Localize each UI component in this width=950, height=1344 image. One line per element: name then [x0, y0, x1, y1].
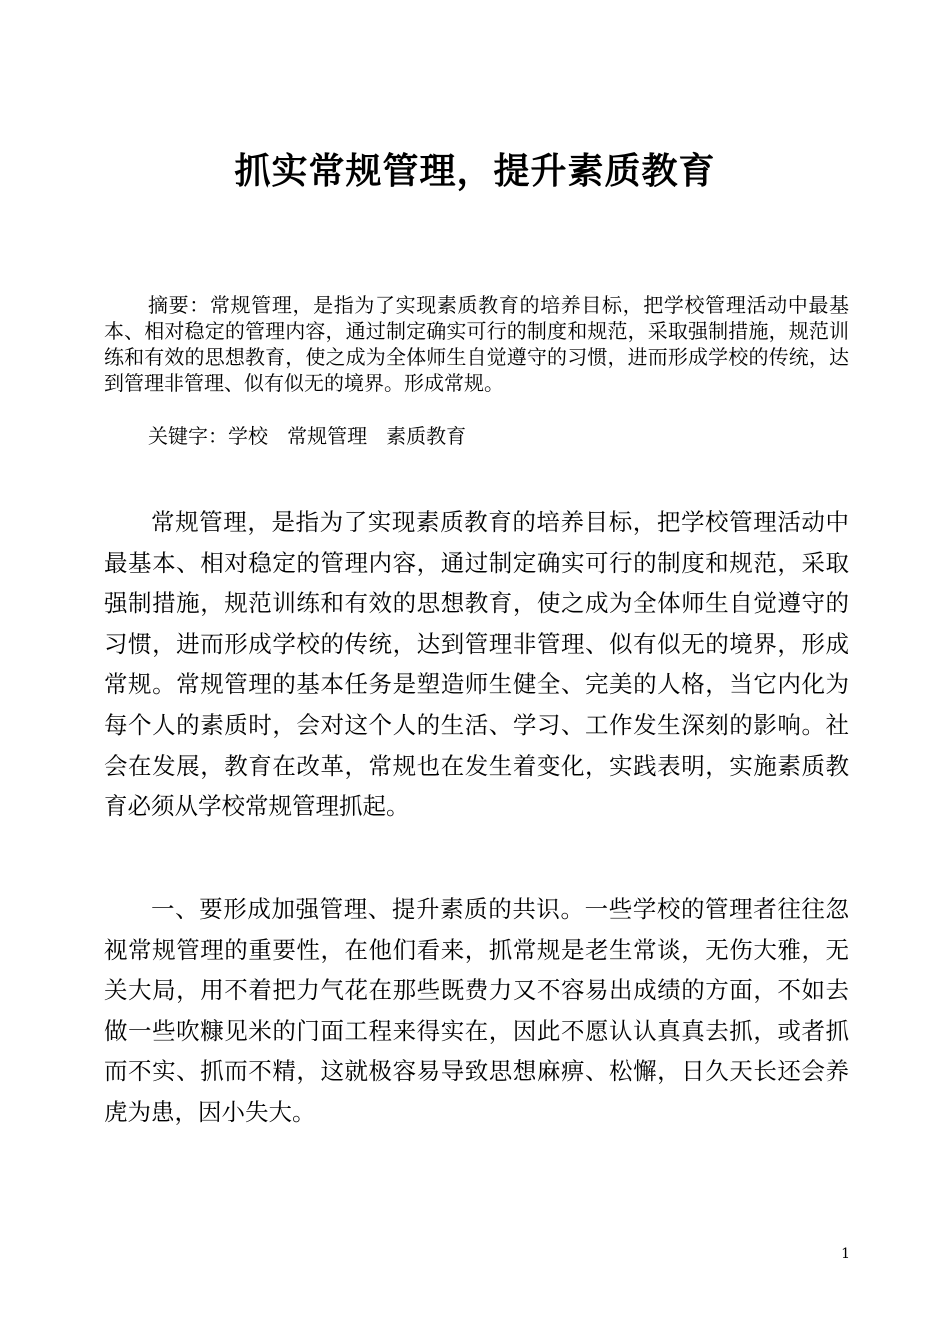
body-paragraph: 常规管理，是指为了实现素质教育的培养目标，把学校管理活动中最基本、相对稳定的管理内容，通过制定确实可行的制度和规范，采取强制措施，规范训练和有效的思想教育，使之成为全体师生自觉遵守的习惯，进而形成学校的传统，达到管理非管理、似有似无的境界，形成常规。常规管理的基本任务是塑造师生健全、完美的人格，当它内化为每个人的素质时，会对这个人的生活、学习、工作发生深刻的影响。社会在发展，教育在改革，常规也在发生着变化，实践表明，实施素质教育必须从学校常规管理抓起。	[104, 508, 849, 821]
abstract-paragraph: 摘要：常规管理，是指为了实现素质教育的培养目标，把学校管理活动中最基本、相对稳定的管理内容，通过制定确实可行的制度和规范，采取强制措施，规范训练和有效的思想教育，使之成为全体师生自觉遵守的习惯，进而形成学校的传统，达到管理非管理、似有似无的境界。形成常规。	[104, 293, 849, 395]
page-number: 1	[841, 1246, 850, 1262]
keywords-line: 关键字：学校 常规管理 素质教育	[148, 424, 467, 448]
body-paragraph: 一、要形成加强管理、提升素质的共识。一些学校的管理者往往忽视常规管理的重要性，在他们看来，抓常规是老生常谈，无伤大雅，无关大局，用不着把力气花在那些既费力又不容易出成绩的方面，不如去做一些吹糠见米的门面工程来得实在，因此不愿认认真真去抓，或者抓而不实、抓而不精，这就极容易导致思想麻痹、松懈，日久天长还会养虎为患，因小失大。	[104, 895, 849, 1126]
document-title: 抓实常规管理，提升素质教育	[234, 151, 716, 192]
